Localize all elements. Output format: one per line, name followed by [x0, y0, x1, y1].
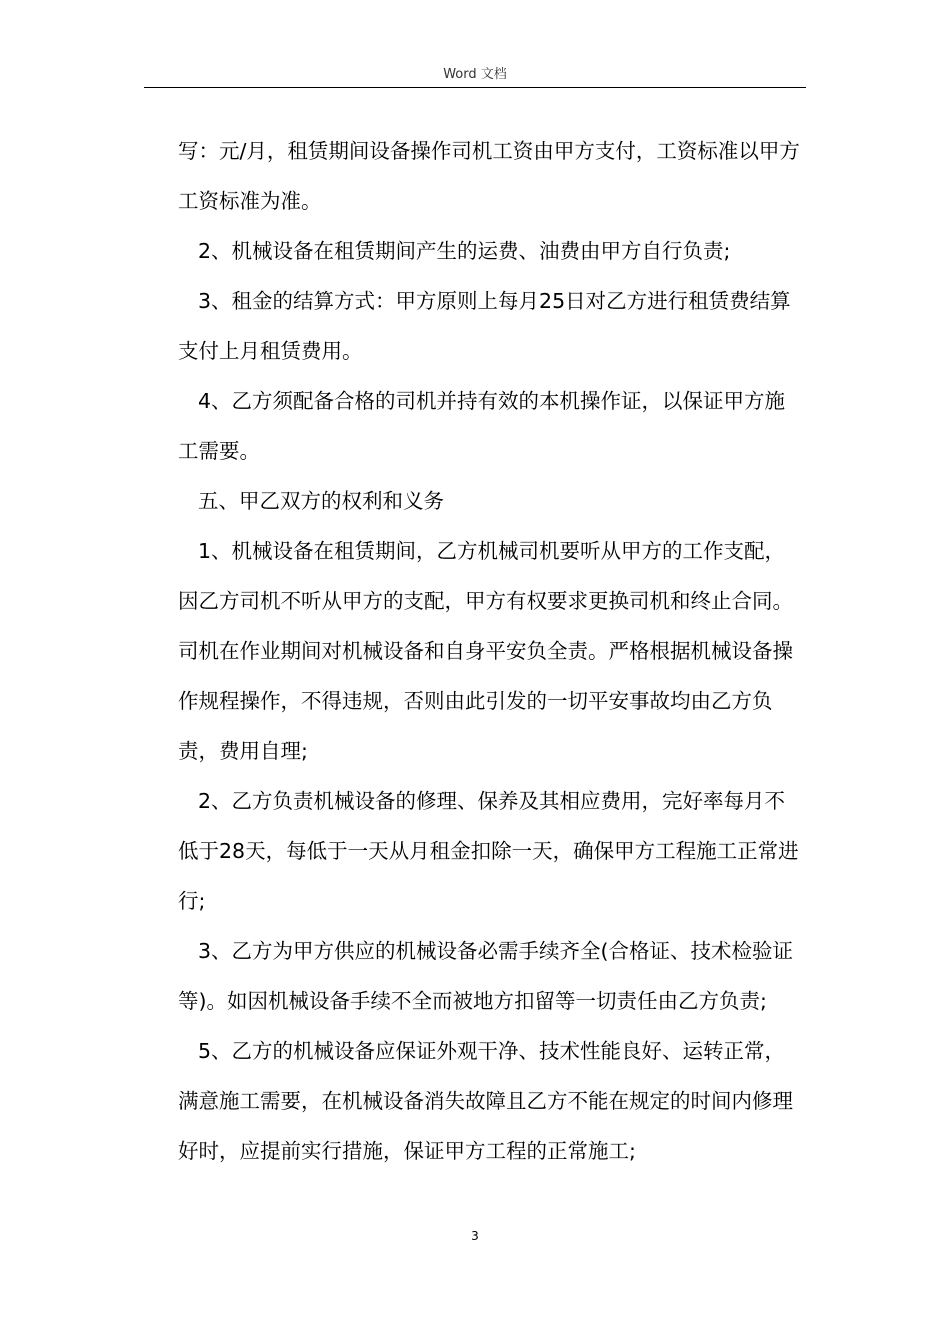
paragraph-7: 2、乙方负责机械设备的修理、保养及其相应费用，完好率每月不低于28天，每低于一天从月租金扣除一天，确保甲方工程施工正常进行;	[178, 789, 799, 913]
paragraph-4: 4、乙方须配备合格的司机并持有效的本机操作证，以保证甲方施工需要。	[178, 389, 786, 463]
paragraph-8: 3、乙方为甲方供应的机械设备必需手续齐全(合格证、技术检验证等)。如因机械设备手续不全而被地方扣留等一切责任由乙方负责;	[178, 939, 794, 1013]
paragraph-9: 5、乙方的机械设备应保证外观干净、技术性能良好、运转正常，满意施工需要，在机械设备消失故障且乙方不能在规定的时间内修理好时，应提前实行措施，保证甲方工程的正常施工;	[178, 1039, 793, 1163]
paragraph-3: 3、租金的结算方式：甲方原则上每月25日对乙方进行租赁费结算支付上月租赁费用。	[178, 289, 791, 363]
header-divider	[144, 87, 806, 88]
section-heading-5: 五、甲乙双方的权利和义务	[198, 489, 444, 513]
page-header: Word 文档	[443, 67, 507, 82]
document-body	[178, 126, 804, 1176]
paragraph-2: 2、机械设备在租赁期间产生的运费、油费由甲方自行负责;	[198, 239, 731, 263]
page-number: 3	[471, 1229, 479, 1243]
paragraph-1: 写：元/月，租赁期间设备操作司机工资由甲方支付，工资标准以甲方工资标准为准。	[178, 139, 800, 213]
paragraph-6: 1、机械设备在租赁期间，乙方机械司机要听从甲方的工作支配，因乙方司机不听从甲方的支配，甲方有权要求更换司机和终止合同。司机在作业期间对机械设备和自身平安负全责。严格根据机械设备操作规程操作，不得违规，否则由此引发的一切平安事故均由乙方负责，费用自理;	[178, 539, 793, 763]
